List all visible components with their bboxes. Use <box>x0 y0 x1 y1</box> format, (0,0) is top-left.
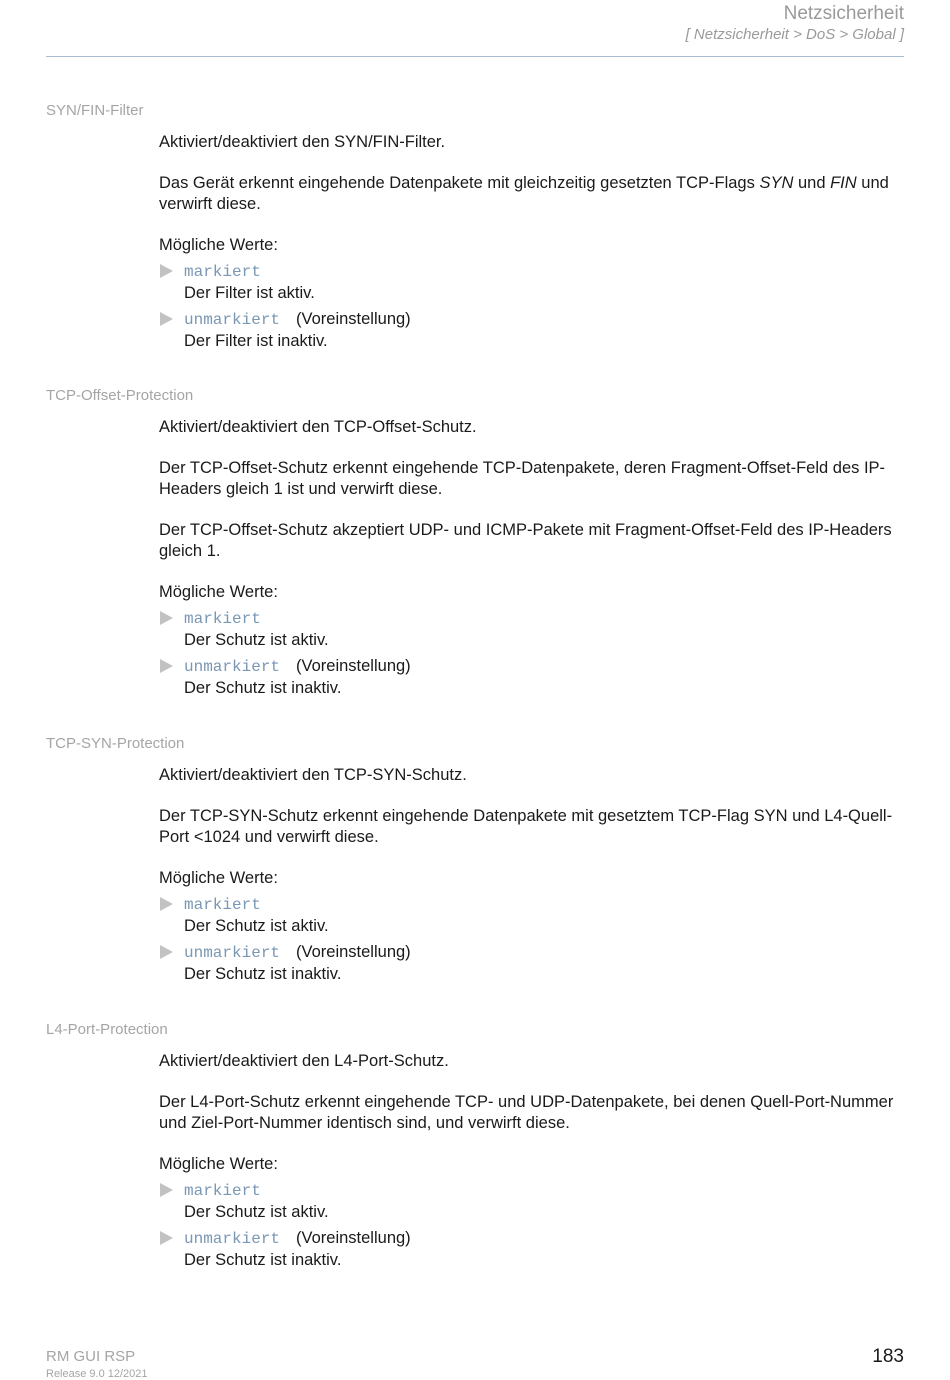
bullet-triangle-icon <box>160 312 173 326</box>
bullet-triangle-icon <box>160 1183 173 1197</box>
paragraph: Der TCP-Offset-Schutz akzeptiert UDP- und ICMP-Pakete mit Fragment-Offset-Feld des IP-Headers gleich 1. <box>159 521 892 560</box>
value-description: Der Schutz ist inaktiv. <box>184 679 342 697</box>
section-label: SYN/FIN-Filter <box>46 102 144 119</box>
text-run: und verwirft diese. <box>159 174 889 213</box>
value-option <box>159 894 904 937</box>
value-option <box>159 261 904 304</box>
value-code: unmarkiert <box>184 1230 281 1248</box>
breadcrumb: [ Netzsicherheit > DoS > Global ] <box>685 26 904 43</box>
paragraph: Aktiviert/deaktiviert den TCP-SYN-Schutz. <box>159 766 467 784</box>
bullet-triangle-icon <box>160 1231 173 1245</box>
value-description: Der Schutz ist inaktiv. <box>184 1251 342 1269</box>
values-heading: Mögliche Werte: <box>159 583 278 601</box>
default-note: (Voreinstellung) <box>296 310 411 328</box>
section-body <box>159 132 904 357</box>
paragraph: Der L4-Port-Schutz erkennt eingehende TCP- und UDP-Datenpakete, bei denen Quell-Port-Nummer und Ziel-Port-Nummer identisch sind, und verwirft diese. <box>159 1093 894 1132</box>
value-code: markiert <box>184 1182 261 1200</box>
bullet-triangle-icon <box>160 945 173 959</box>
paragraph <box>159 173 904 215</box>
header-divider <box>46 56 904 57</box>
value-description: Der Schutz ist aktiv. <box>184 917 329 935</box>
paragraph: Der TCP-Offset-Schutz erkennt eingehende TCP-Datenpakete, deren Fragment-Offset-Feld des IP-Headers gleich 1 ist und verwirft diese. <box>159 459 886 498</box>
section-label: L4-Port-Protection <box>46 1021 168 1038</box>
values-heading: Mögliche Werte: <box>159 869 278 887</box>
value-description: Der Filter ist inaktiv. <box>184 332 328 350</box>
section-body <box>159 417 904 704</box>
section-label: TCP-Offset-Protection <box>46 387 194 404</box>
text-run: und <box>793 174 831 192</box>
value-option <box>159 309 904 352</box>
bullet-triangle-icon <box>160 897 173 911</box>
value-description: Der Schutz ist aktiv. <box>184 631 329 649</box>
value-option <box>159 1180 904 1223</box>
paragraph: Aktiviert/deaktiviert den L4-Port-Schutz. <box>159 1052 449 1070</box>
value-option <box>159 1228 904 1271</box>
value-code: unmarkiert <box>184 944 281 962</box>
value-code: markiert <box>184 263 261 281</box>
section-body <box>159 1051 904 1276</box>
flag-fin: FIN <box>830 174 857 192</box>
bullet-triangle-icon <box>160 611 173 625</box>
page-number: 183 <box>872 1346 904 1367</box>
bullet-triangle-icon <box>160 264 173 278</box>
value-description: Der Schutz ist inaktiv. <box>184 965 342 983</box>
default-note: (Voreinstellung) <box>296 1229 411 1247</box>
values-heading: Mögliche Werte: <box>159 1155 278 1173</box>
value-option <box>159 656 904 699</box>
bullet-triangle-icon <box>160 659 173 673</box>
value-code: markiert <box>184 896 261 914</box>
header-title: Netzsicherheit <box>783 3 904 24</box>
section-body <box>159 765 904 990</box>
text-run: Das Gerät erkennt eingehende Datenpakete mit gleichzeitig gesetzten TCP-Flags <box>159 174 760 192</box>
default-note: (Voreinstellung) <box>296 943 411 961</box>
value-code: unmarkiert <box>184 658 281 676</box>
default-note: (Voreinstellung) <box>296 657 411 675</box>
section-label: TCP-SYN-Protection <box>46 735 185 752</box>
value-option <box>159 942 904 985</box>
footer-release: Release 9.0 12/2021 <box>46 1368 148 1380</box>
value-code: markiert <box>184 610 261 628</box>
flag-syn: SYN <box>759 174 794 192</box>
value-option <box>159 608 904 651</box>
values-heading: Mögliche Werte: <box>159 236 278 254</box>
value-description: Der Schutz ist aktiv. <box>184 1203 329 1221</box>
value-code: unmarkiert <box>184 311 281 329</box>
paragraph: Aktiviert/deaktiviert den TCP-Offset-Schutz. <box>159 418 477 436</box>
paragraph: Aktiviert/deaktiviert den SYN/FIN-Filter. <box>159 133 446 151</box>
paragraph: Der TCP-SYN-Schutz erkennt eingehende Datenpakete mit gesetztem TCP-Flag SYN und L4-Quell-Port <1024 und verwirft diese. <box>159 807 893 846</box>
footer-doc-name: RM GUI RSP <box>46 1348 136 1365</box>
value-description: Der Filter ist aktiv. <box>184 284 315 302</box>
